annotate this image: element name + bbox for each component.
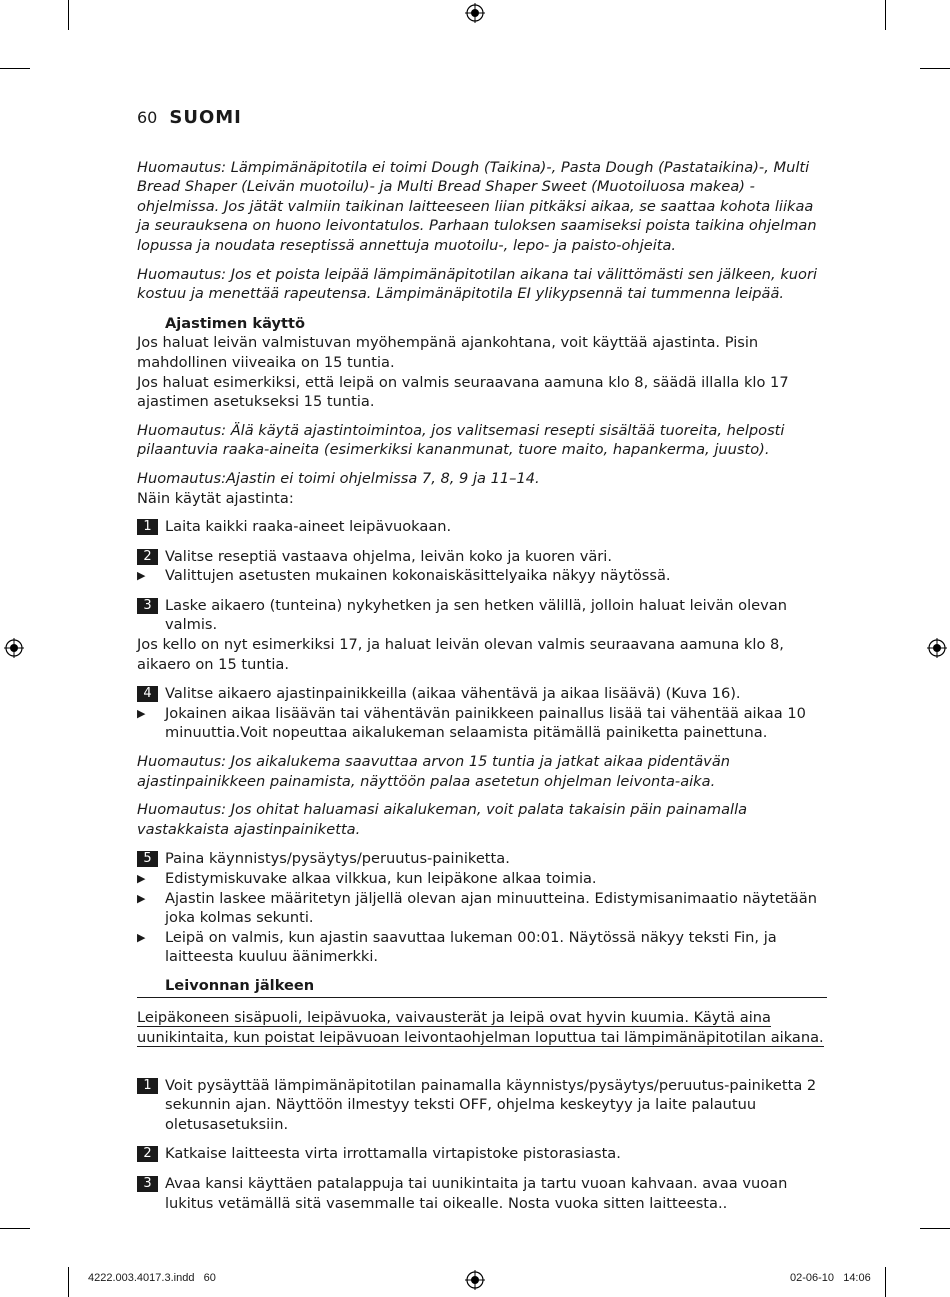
step-text: Valitse reseptiä vastaava ohjelma, leivän koko ja kuoren väri. — [165, 547, 612, 565]
page-content — [137, 108, 827, 1213]
after-step-3 — [137, 1174, 827, 1213]
step-number: 3 — [137, 1176, 158, 1192]
timer-intro-2: Jos haluat esimerkiksi, että leipä on valmis seuraavana aamuna klo 8, säädä illalla klo 17 ajastimen asetukseksi 15 tuntia. — [137, 373, 789, 411]
step-text: Avaa kansi käyttäen patalappuja tai uunikintaita ja tartu vuoan kahvaan. avaa vuoan lukitus vetämällä sitä vasemmalle tai oikealle. Nosta vuoka sitten laitteesta.. — [165, 1174, 788, 1212]
bullet-text: Valittujen asetusten mukainen kokonaiskäsittelyaika näkyy näytössä. — [165, 567, 671, 585]
crop-mark — [0, 1228, 30, 1229]
warning-text: Leipäkoneen sisäpuoli, leipävuoka, vaivausterät ja leipä ovat hyvin kuumia. Käytä aina uunikintaita, kun poistat leipävuoan leivontaohjelman loputtua tai lämpimänäpitotilan aikana. — [137, 1008, 824, 1046]
step-number: 1 — [137, 519, 158, 535]
registration-mark-icon — [465, 3, 485, 23]
footer-date: 02-06-10 14:06 — [790, 1272, 871, 1284]
note-keep-warm-2: Huomautus: Jos et poista leipää lämpimänäpitotilan aikana tai välittömästi sen jälkeen, kuori kostuu ja menettää rapeutensa. Lämpimänäpitotila EI ylikypsennä tai tummenna leipää. — [137, 265, 818, 303]
bullet-text: Edistymiskuvake alkaa vilkkua, kun leipäkone alkaa toimia. — [165, 870, 597, 887]
bullet-text: Jokainen aikaa lisäävän tai vähentävän painikkeen painallus lisää tai vähentää aikaa 10 minuuttia.Voit nopeuttaa aikalukeman selaamista pitämällä painiketta painettuna. — [165, 704, 806, 742]
bullet-item — [137, 869, 827, 889]
registration-mark-icon — [465, 1270, 485, 1290]
step-text: Valitse aikaero ajastinpainikkeilla (aikaa vähentävä ja aikaa lisäävä) (Kuva 16). — [165, 685, 741, 703]
timer-step-3 — [137, 596, 827, 635]
note-missed-time: Huomautus: Jos ohitat haluamasi aikalukeman, voit palata takaisin päin painamalla vastakkaista ajastinpainiketta. — [137, 801, 748, 838]
bullet-text: Ajastin laskee määritetyn jäljellä olevan ajan minuutteina. Edistymisanimaatio näytetään joka kolmas sekunti. — [165, 889, 817, 927]
after-step-2 — [137, 1144, 827, 1164]
timer-howto: Näin käytät ajastinta: — [137, 489, 294, 507]
step-number: 5 — [137, 851, 158, 867]
step-text: Voit pysäyttää lämpimänäpitotilan painamalla käynnistys/pysäytys/peruutus-painiketta 2 sekunnin ajan. Näyttöön ilmestyy teksti OFF, ohjelma keskeytyy ja laite palautuu oletusasetuksiin. — [165, 1076, 817, 1133]
bullet-item — [137, 704, 827, 743]
bullet-item — [137, 928, 827, 967]
after-baking-heading: Leivonnan jälkeen — [137, 976, 827, 998]
bullet-arrow-icon: ▶ — [137, 706, 146, 720]
timer-step-4 — [137, 684, 827, 704]
crop-mark — [68, 1267, 69, 1297]
step-number: 2 — [137, 1146, 158, 1162]
note-timer-programs: Huomautus:Ajastin ei toimi ohjelmissa 7, 8, 9 ja 11–14. — [137, 469, 540, 487]
crop-mark — [0, 68, 30, 69]
step-number: 1 — [137, 1078, 158, 1094]
bullet-item — [137, 566, 827, 586]
page-header — [137, 108, 827, 128]
step-number: 3 — [137, 598, 158, 614]
bullet-arrow-icon: ▶ — [137, 930, 146, 944]
step-text: Laita kaikki raaka-aineet leipävuokaan. — [165, 518, 452, 536]
step-number: 4 — [137, 686, 158, 702]
step-text: Paina käynnistys/pysäytys/peruutus-painiketta. — [165, 850, 510, 868]
bullet-arrow-icon: ▶ — [137, 891, 146, 905]
registration-mark-icon — [927, 638, 947, 658]
timer-heading: Ajastimen käyttö — [165, 314, 305, 332]
step-text: Laske aikaero (tunteina) nykyhetken ja sen hetken välillä, jolloin haluat leivän olevan valmis. — [165, 596, 787, 634]
timer-step-2 — [137, 547, 827, 567]
bullet-item — [137, 889, 827, 928]
note-fresh-ingredients: Huomautus: Älä käytä ajastintoimintoa, jos valitsemasi resepti sisältää tuoreita, helposti pilaantuvia raaka-aineita (esimerkiksi kananmunat, tuore maito, hapankerma, juusto). — [137, 421, 785, 459]
note-keep-warm-1: Huomautus: Lämpimänäpitotila ei toimi Dough (Taikina)-, Pasta Dough (Pastataikina)-, Multi Bread Shaper (Leivän muotoilu)- ja Multi Bread Shaper Sweet (Muotoiluosa makea) -ohjelmissa. Jos jätät valmiin taikinan laitteeseen liian pitkäksi aikaa, se saattaa kohota liikaa ja seurauksena on huono leivontatulos. Parhaan tuloksen saamiseksi poista taikina ohjelman lopussa ja noudata reseptissä annettuja muotoilu-, lepo- ja paisto-ohjeita. — [137, 158, 817, 254]
language-title: SUOMI — [169, 107, 242, 128]
after-step-1 — [137, 1076, 827, 1135]
timer-step-5 — [137, 849, 827, 869]
step-3-example: Jos kello on nyt esimerkiksi 17, ja haluat leivän olevan valmis seuraavana aamuna klo 8, aikaero on 15 tuntia. — [137, 636, 784, 673]
timer-step-1 — [137, 517, 827, 537]
crop-mark — [885, 1267, 886, 1297]
hot-surface-warning — [137, 1008, 827, 1048]
bullet-arrow-icon: ▶ — [137, 569, 146, 583]
bullet-arrow-icon: ▶ — [137, 872, 146, 885]
crop-mark — [920, 68, 950, 69]
crop-mark — [920, 1228, 950, 1229]
page-number: 60 — [137, 108, 158, 127]
step-number: 2 — [137, 549, 158, 565]
bullet-text: Leipä on valmis, kun ajastin saavuttaa lukeman 00:01. Näytössä näkyy teksti Fin, ja laitteesta kuuluu äänimerkki. — [165, 928, 777, 966]
footer-file-info: 4222.003.4017.3.indd 60 — [88, 1272, 216, 1284]
crop-mark — [68, 0, 69, 30]
registration-mark-icon — [4, 638, 24, 658]
timer-intro-1: Jos haluat leivän valmistuvan myöhempänä ajankohtana, voit käyttää ajastinta. Pisin mahdollinen viiveaika on 15 tuntia. — [137, 334, 759, 371]
note-15-hours: Huomautus: Jos aikalukema saavuttaa arvon 15 tuntia ja jatkat aikaa pidentävän ajastinpainikkeen painamista, näyttöön palaa asetetun ohjelman leivonta-aika. — [137, 753, 731, 790]
step-text: Katkaise laitteesta virta irrottamalla virtapistoke pistorasiasta. — [165, 1145, 621, 1163]
crop-mark — [885, 0, 886, 30]
